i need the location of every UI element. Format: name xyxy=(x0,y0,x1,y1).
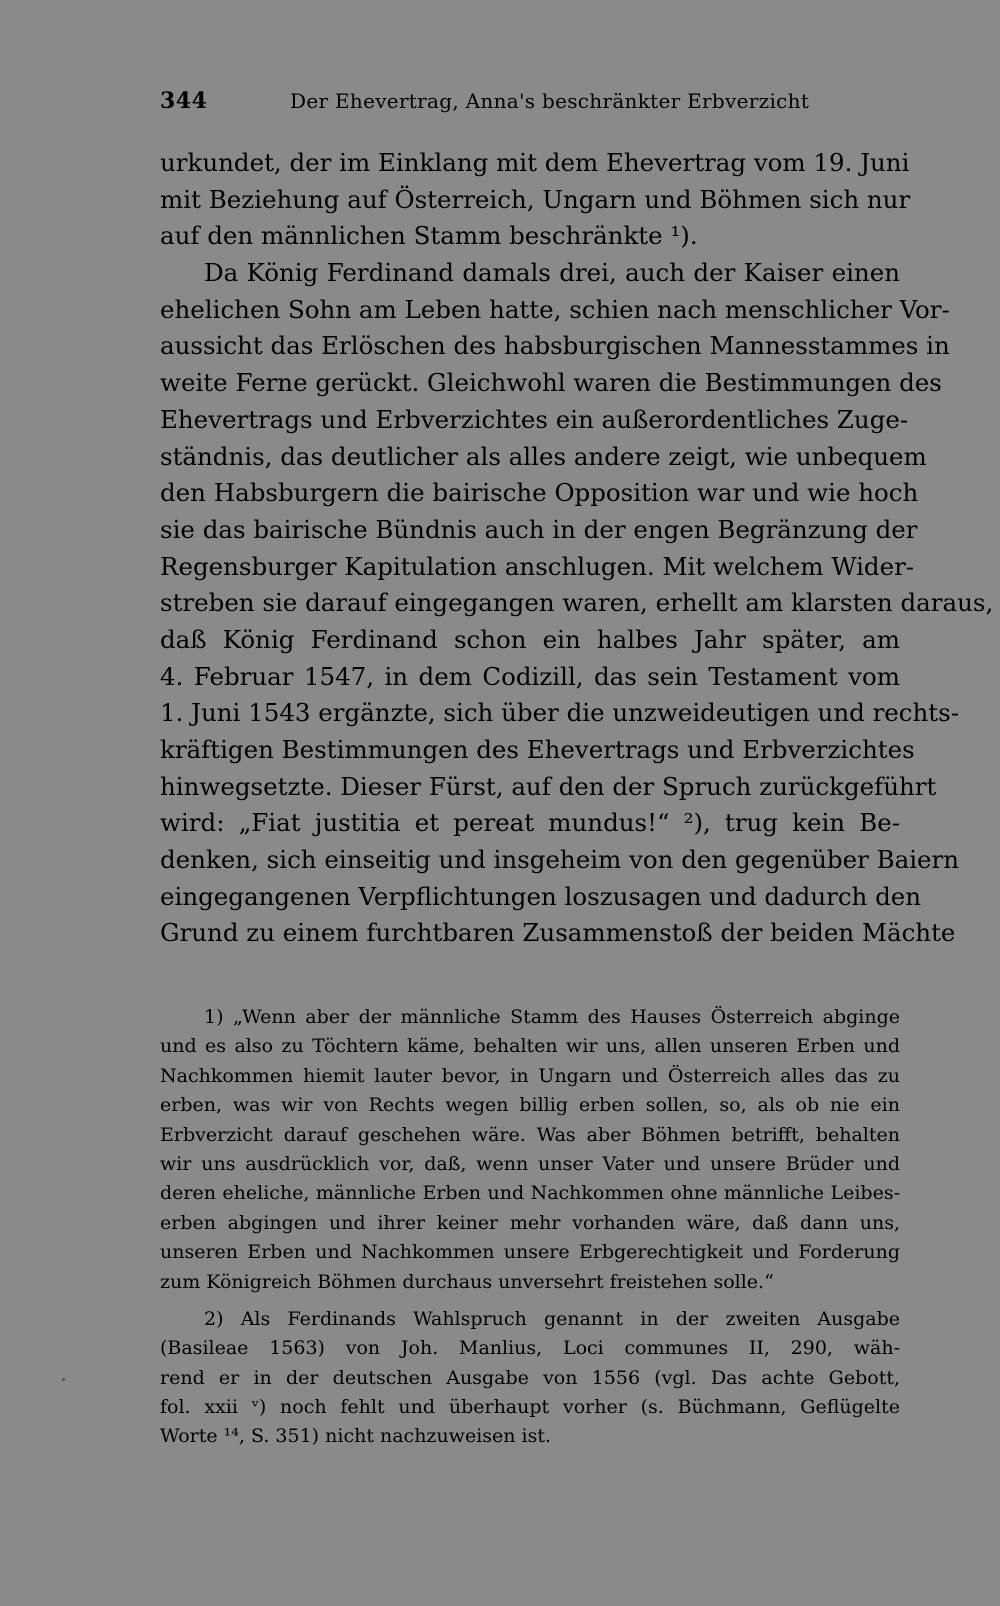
body-line: eingegangenen Verpflichtungen loszusagen und dadurch den xyxy=(160,881,922,911)
body-line: ehelichen Sohn am Leben hatte, schien nach menschlicher Vor- xyxy=(160,294,950,324)
body-line: mit Beziehung auf Österreich, Ungarn und Böhmen sich nur xyxy=(160,184,911,214)
footnote-line: fol. xxii ᵛ) noch fehlt und überhaupt vorher (s. Büchmann, Geflügelte xyxy=(160,1396,900,1419)
body-line: Ehevertrags und Erbverzichtes ein außerordentliches Zuge- xyxy=(160,404,909,434)
body-line: aussicht das Erlöschen des habsburgischen Mannesstammes in xyxy=(160,331,950,361)
footnote-line: Nachkommen hiemit lauter bevor, in Ungarn und Österreich alles das zu xyxy=(160,1064,900,1087)
body-line: wird: „Fiat justitia et pereat mundus!“ ²), trug kein Be- xyxy=(160,808,900,838)
body-line: Da König Ferdinand damals drei, auch der Kaiser einen xyxy=(204,258,900,288)
body-line: weite Ferne gerückt. Gleichwohl waren die Bestimmungen des xyxy=(160,368,942,398)
body-line: hinwegsetzte. Dieser Fürst, auf den der Spruch zurückgeführt xyxy=(160,771,937,801)
footnote-line: erben abgingen und ihrer keiner mehr vorhanden wäre, daß dann uns, xyxy=(160,1211,900,1234)
footnotes xyxy=(160,1003,900,1452)
body-line: denken, sich einseitig und insgeheim von den gegenüber Baiern xyxy=(160,845,960,875)
footnote-line: erben, was wir von Rechts wegen billig erben sollen, so, als ob nie ein xyxy=(160,1094,900,1117)
footnote-line: 2) Als Ferdinands Wahlspruch genannt in der zweiten Ausgabe xyxy=(204,1307,900,1330)
footnote-line: wir uns ausdrücklich vor, daß, wenn unser Vater und unsere Brüder und xyxy=(160,1152,900,1175)
body-line: Regensburger Kapitulation anschlugen. Mit welchem Wider- xyxy=(160,551,915,581)
body-line: 4. Februar 1547, in dem Codizill, das sein Testament vom xyxy=(160,661,900,691)
footnote-line: zum Königreich Böhmen durchaus unversehrt freistehen solle.“ xyxy=(160,1270,774,1293)
body-line: sie das bairische Bündnis auch in der engen Begränzung der xyxy=(160,514,918,544)
footnote-line: Worte ¹⁴, S. 351) nicht nachzuweisen ist. xyxy=(160,1425,552,1448)
body-line: 1. Juni 1543 ergänzte, sich über die unzweideutigen und rechts- xyxy=(160,698,959,728)
page-number: 344 xyxy=(160,88,208,114)
footnote-line: rend er in der deutschen Ausgabe von 1556 (vgl. Das achte Gebott, xyxy=(160,1366,900,1389)
body-line: Grund zu einem furchtbaren Zusammenstoß der beiden Mächte xyxy=(160,918,956,948)
footnote-1 xyxy=(160,1003,900,1297)
page-header xyxy=(160,88,900,124)
body-line: kräftigen Bestimmungen des Ehevertrags und Erbverzichtes xyxy=(160,735,915,764)
footnote-line: unseren Erben und Nachkommen unsere Erbgerechtigkeit und Forderung xyxy=(160,1241,900,1264)
body-line: daß König Ferdinand schon ein halbes Jahr später, am xyxy=(160,624,900,654)
footnote-line: Erbverzicht darauf geschehen wäre. Was aber Böhmen betrifft, behalten xyxy=(160,1123,900,1146)
footnote-line: 1) „Wenn aber der männliche Stamm des Hauses Österreich abginge xyxy=(204,1006,900,1028)
footnote-line: deren eheliche, männliche Erben und Nachkommen ohne männliche Leibes- xyxy=(160,1182,900,1205)
body-line: ständnis, das deutlicher als alles andere zeigt, wie unbequem xyxy=(160,441,927,471)
running-title: Der Ehevertrag, Anna's beschränkter Erbverzicht xyxy=(290,89,810,113)
body-text xyxy=(160,145,994,952)
footnote-line: (Basileae 1563) von Joh. Manlius, Loci communes II, 290, wäh- xyxy=(160,1337,900,1360)
footnote-line: und es also zu Töchtern käme, behalten wir uns, allen unseren Erben und xyxy=(160,1035,900,1058)
body-line: den Habsburgern die bairische Opposition war und wie hoch xyxy=(160,478,919,508)
scan-speck xyxy=(62,1378,65,1381)
body-line: urkundet, der im Einklang mit dem Ehevertrag vom 19. Juni xyxy=(160,148,910,177)
footnote-2 xyxy=(160,1305,900,1452)
body-line: streben sie darauf eingegangen waren, erhellt am klarsten daraus, xyxy=(160,588,994,618)
body-line: auf den männlichen Stamm beschränkte ¹). xyxy=(160,221,698,251)
